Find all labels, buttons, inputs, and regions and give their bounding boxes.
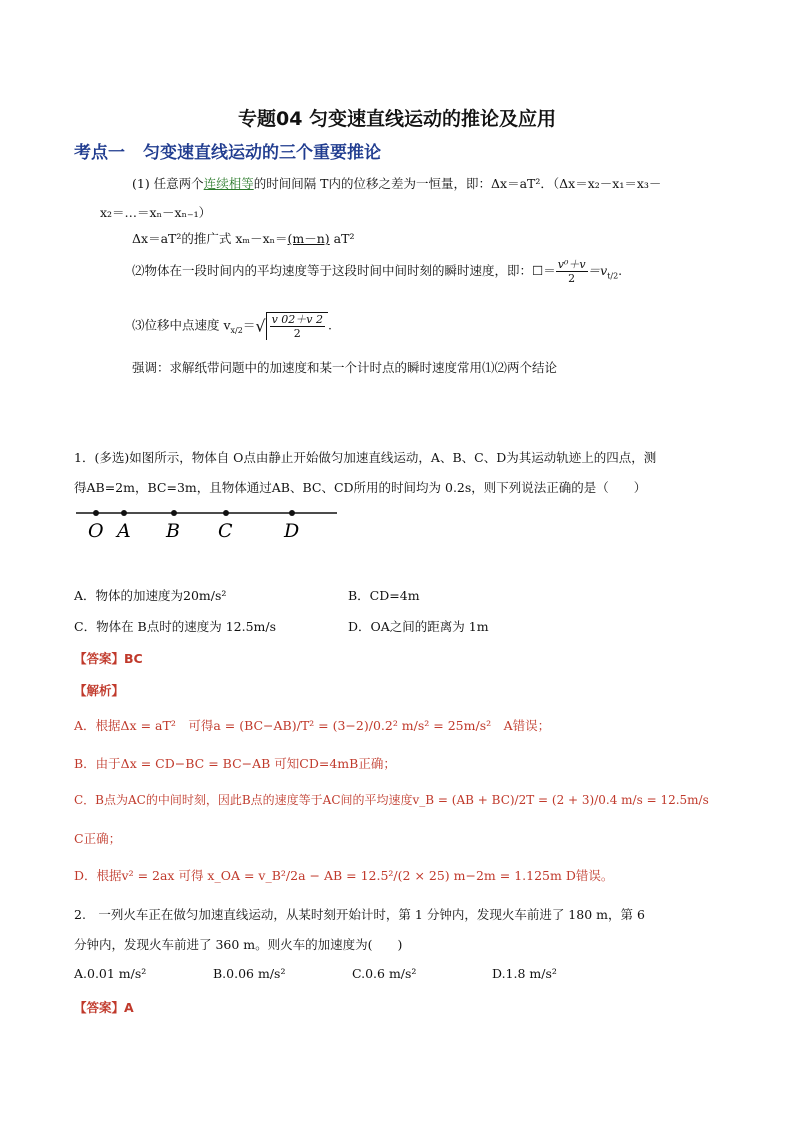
label-d: D bbox=[284, 520, 300, 542]
q1-option-d[interactable]: D．OA之间的距离为 1m bbox=[348, 619, 489, 634]
point-2-box: ☐ bbox=[532, 263, 544, 278]
point-3-line: ⑶位移中点速度 $v_{x/2}=√$ $\frac{v 02+v 2}{2}$ . bbox=[132, 313, 332, 340]
q1-answer-label: 【答案】 bbox=[74, 651, 125, 666]
q1-analysis-a: A．根据Δx = aT² 可得a = (BC−AB)/T² = (3−2)/0.2² m/s² = 25m/s² A错误； bbox=[74, 718, 551, 733]
point-2-sub: t/2 bbox=[607, 271, 619, 281]
point-3-sub: x/2 bbox=[230, 326, 243, 335]
point-2-line: ⑵物体在一段时间内的平均速度等于这段时间中间时刻的瞬时速度，即：☐＝ $\frac{\text{v⁰＋v}}{2}$ $=v_{t/2}$. bbox=[132, 258, 623, 285]
q1-analysis-c2: C正确； bbox=[74, 831, 122, 846]
q1-analysis-b: B．由于Δx = CD−BC = BC−AB 可知CD=4mB正确； bbox=[74, 756, 396, 771]
page-title: 专题04 匀变速直线运动的推论及应用 bbox=[237, 108, 557, 130]
q2-answer-label: 【答案】 bbox=[74, 1000, 125, 1015]
point-1-text-a: (1) 任意两个 bbox=[132, 176, 204, 191]
point-1-general-formula: Δx＝aT²的推广式 xₘ－xₙ＝ bbox=[132, 231, 288, 246]
point-3-denominator: 2 bbox=[293, 327, 301, 340]
q1-option-a[interactable]: A．物体的加速度为20m/s² bbox=[74, 588, 227, 603]
section-text: 匀变速直线运动的三个重要推论 bbox=[143, 143, 381, 163]
point-o-dot bbox=[93, 510, 99, 516]
q1-answer-value: BC bbox=[124, 651, 143, 666]
label-b: B bbox=[166, 520, 180, 542]
point-2-denominator: 2 bbox=[568, 272, 576, 285]
label-a: A bbox=[117, 520, 131, 542]
section-prefix: 考点一 bbox=[74, 143, 125, 163]
point-a-dot bbox=[121, 510, 127, 516]
q1-analysis-c: C．B点为AC的中间时刻，因此B点的速度等于AC间的平均速度v_B = (AB + BC)/2T = (2 + 3)/0.4 m/s = 12.5m/s bbox=[74, 793, 709, 807]
point-1-underlined: (m－n) bbox=[287, 231, 330, 246]
q1-analysis-d: D．根据v² = 2ax 可得 x_OA = v_B²/2a − AB = 12.5²/(2 × 25) m−2m = 1.125m D错误。 bbox=[74, 868, 614, 883]
q2-answer-value: A bbox=[124, 1000, 134, 1015]
point-c-dot bbox=[223, 510, 229, 516]
q2-stem-line-1: 2. 一列火车正在做匀加速直线运动，从某时刻开始计时，第 1 分钟内，发现火车前进了 180 m，第 6 bbox=[74, 907, 645, 922]
continuous-equal-link[interactable]: 连续相等 bbox=[203, 176, 254, 191]
q1-analysis-label: 【解析】 bbox=[74, 683, 125, 698]
point-2-eq2: ＝v bbox=[587, 263, 608, 278]
q2-answer bbox=[74, 998, 134, 1016]
point-3-sqrt bbox=[266, 312, 328, 340]
point-2-fraction bbox=[556, 258, 588, 285]
point-1-line-1 bbox=[132, 174, 661, 192]
section-heading bbox=[74, 138, 381, 163]
q1-option-c[interactable]: C．物体在 B点时的速度为 12.5m/s bbox=[74, 619, 277, 634]
emphasis-note: 强调：求解纸带问题中的加速度和某一个计时点的瞬时速度常用⑴⑵两个结论 bbox=[132, 360, 558, 375]
point-3-text: ⑶位移中点速度 v bbox=[132, 317, 231, 333]
point-d-dot bbox=[289, 510, 295, 516]
point-2-eq1: ＝ bbox=[543, 263, 556, 278]
q2-option-a[interactable]: A.0.01 m/s² bbox=[74, 966, 147, 981]
point-1-line-2: x₂＝…＝xₙ－xₙ₋₁） bbox=[100, 205, 212, 220]
q1-stem-line-2: 得AB=2m，BC=3m，且物体通过AB、BC、CD所用的时间均为 0.2s，则下列说法正确的是（ ） bbox=[74, 480, 647, 495]
q2-option-d[interactable]: D.1.8 m/s² bbox=[492, 966, 557, 981]
point-3-numerator: v 02＋v 2 bbox=[271, 313, 323, 326]
q1-option-b[interactable]: B．CD=4m bbox=[348, 588, 420, 603]
point-2-text: ⑵物体在一段时间内的平均速度等于这段时间中间时刻的瞬时速度，即： bbox=[132, 263, 533, 278]
trajectory-diagram bbox=[74, 500, 344, 545]
point-3-end: . bbox=[327, 317, 332, 333]
q2-stem-line-2: 分钟内，发现火车前进了 360 m。则火车的加速度为( ) bbox=[74, 937, 403, 952]
label-c: C bbox=[218, 520, 233, 542]
point-2-numerator: v⁰＋v bbox=[557, 258, 586, 271]
point-1-text-b: 的时间间隔 T内的位移之差为一恒量，即：Δx＝aT²．（Δx＝x₂－x₁＝x₃－ bbox=[253, 176, 662, 191]
q1-answer bbox=[74, 649, 143, 667]
point-1-general-tail: aT² bbox=[329, 231, 355, 246]
point-b-dot bbox=[171, 510, 177, 516]
point-3-eq: ＝ bbox=[242, 317, 256, 333]
q1-stem-line-1: 1．(多选)如图所示，物体自 O点由静止开始做匀加速直线运动，A、B、C、D为其运动轨迹上的四点，测 bbox=[74, 450, 657, 465]
q2-option-c[interactable]: C.0.6 m/s² bbox=[352, 966, 417, 981]
q2-option-b[interactable]: B.0.06 m/s² bbox=[213, 966, 286, 981]
label-o: O bbox=[88, 520, 104, 542]
point-1-line-3 bbox=[132, 229, 354, 247]
